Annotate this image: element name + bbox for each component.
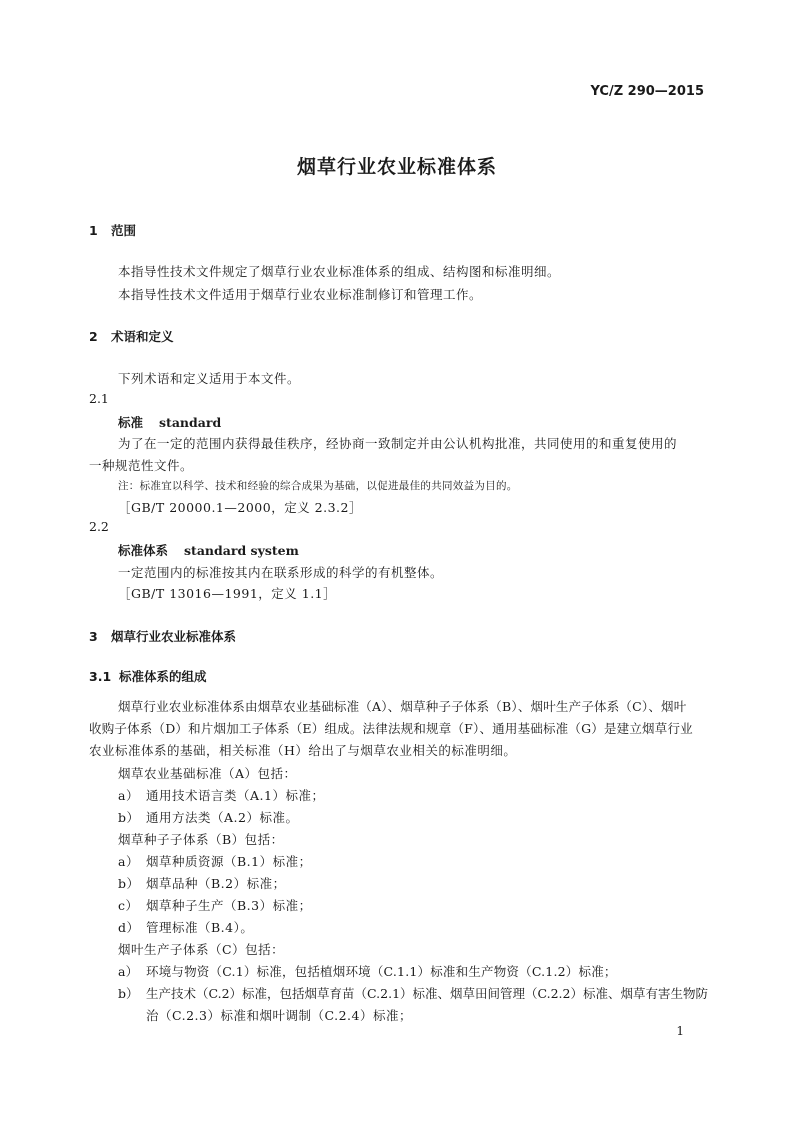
section-number: 3.1 (89, 669, 112, 684)
term-note: 注：标准宜以科学、技术和经验的综合成果为基础，以促进最佳的共同效益为目的。 (118, 480, 518, 492)
term-reference: ［GB/T 20000.1—2000，定义 2.3.2］ (118, 500, 362, 515)
paragraph: 烟草行业农业标准体系由烟草农业基础标准（A）、烟草种子子体系（B）、烟叶生产子体系（C）、烟叶 (118, 699, 687, 714)
list-intro: 烟草农业基础标准（A）包括： (118, 766, 297, 781)
term-definition: 为了在一定的范围内获得最佳秩序，经协商一致制定并由公认机构批准，共同使用的和重复使用的 (118, 436, 678, 451)
list-item (118, 852, 312, 870)
section-title: 范围 (111, 223, 137, 238)
term-definition: 一定范围内的标准按其内在联系形成的科学的有机整体。 (118, 565, 444, 580)
list-text: 生产技术（C.2）标准，包括烟草育苗（C.2.1）标准、烟草田间管理（C.2.2）标准、烟草有害生物防 (146, 986, 708, 1001)
list-text: 管理标准（B.4）。 (146, 920, 254, 935)
term-number: 2.1 (89, 391, 109, 406)
list-item (118, 808, 298, 826)
term-zh: 标准体系 (118, 543, 169, 558)
section-3-heading (89, 627, 236, 645)
term-definition-cont: 一种规范性文件。 (89, 458, 194, 473)
section-title: 烟草行业农业标准体系 (111, 629, 237, 644)
list-marker: b） (118, 876, 140, 891)
list-item (118, 896, 312, 914)
term-reference: ［GB/T 13016—1991，定义 1.1］ (118, 586, 337, 601)
section-number: 3 (89, 629, 98, 644)
list-item (118, 962, 617, 980)
paragraph: 下列术语和定义适用于本文件。 (118, 371, 301, 386)
subsection-3-1-heading (89, 667, 207, 685)
page-number: 1 (676, 1024, 684, 1038)
list-marker: a） (118, 854, 139, 869)
term-number: 2.2 (89, 519, 109, 534)
section-title: 术语和定义 (111, 329, 174, 344)
paragraph-cont: 收购子体系（D）和片烟加工子体系（E）组成。法律法规和规章（F）、通用基础标准（G）是建立烟草行业 (89, 721, 693, 736)
term-en: standard (159, 415, 222, 430)
list-text: 通用方法类（A.2）标准。 (146, 810, 299, 825)
section-number: 2 (89, 329, 98, 344)
term-en: standard system (184, 543, 299, 558)
list-intro: 烟草种子子体系（B）包括： (118, 832, 284, 847)
list-marker: c） (118, 898, 139, 913)
section-number: 1 (89, 223, 98, 238)
list-intro: 烟叶生产子体系（C）包括： (118, 942, 285, 957)
list-text: 烟草种子生产（B.3）标准； (146, 898, 312, 913)
section-1-heading (89, 221, 136, 239)
list-text: 环境与物资（C.1）标准，包括植烟环境（C.1.1）标准和生产物资（C.1.2）标准； (146, 964, 617, 979)
paragraph: 本指导性技术文件适用于烟草行业农业标准制修订和管理工作。 (118, 287, 483, 302)
list-text: 通用技术语言类（A.1）标准； (146, 788, 325, 803)
document-code: YC/Z 290—2015 (590, 84, 704, 99)
list-item (118, 874, 286, 892)
list-item (118, 984, 708, 1002)
term-title (118, 413, 221, 431)
list-marker: d） (118, 920, 140, 935)
list-item-cont: 治（C.2.3）标准和烟叶调制（C.2.4）标准； (146, 1008, 412, 1023)
term-title (118, 541, 299, 559)
list-marker: a） (118, 964, 139, 979)
list-marker: b） (118, 986, 139, 1001)
list-item (118, 918, 253, 936)
list-text: 烟草品种（B.2）标准； (146, 876, 286, 891)
list-text: 烟草种质资源（B.1）标准； (146, 854, 312, 869)
section-2-heading (89, 327, 174, 345)
list-item (118, 786, 324, 804)
term-zh: 标准 (118, 415, 144, 430)
section-title: 标准体系的组成 (119, 669, 207, 684)
paragraph-cont: 农业标准体系的基础，相关标准（H）给出了与烟草农业相关的标准明细。 (89, 743, 517, 758)
list-marker: b） (118, 810, 140, 825)
page-title: 烟草行业农业标准体系 (296, 156, 497, 178)
paragraph: 本指导性技术文件规定了烟草行业农业标准体系的组成、结构图和标准明细。 (118, 264, 561, 279)
list-marker: a） (118, 788, 139, 803)
